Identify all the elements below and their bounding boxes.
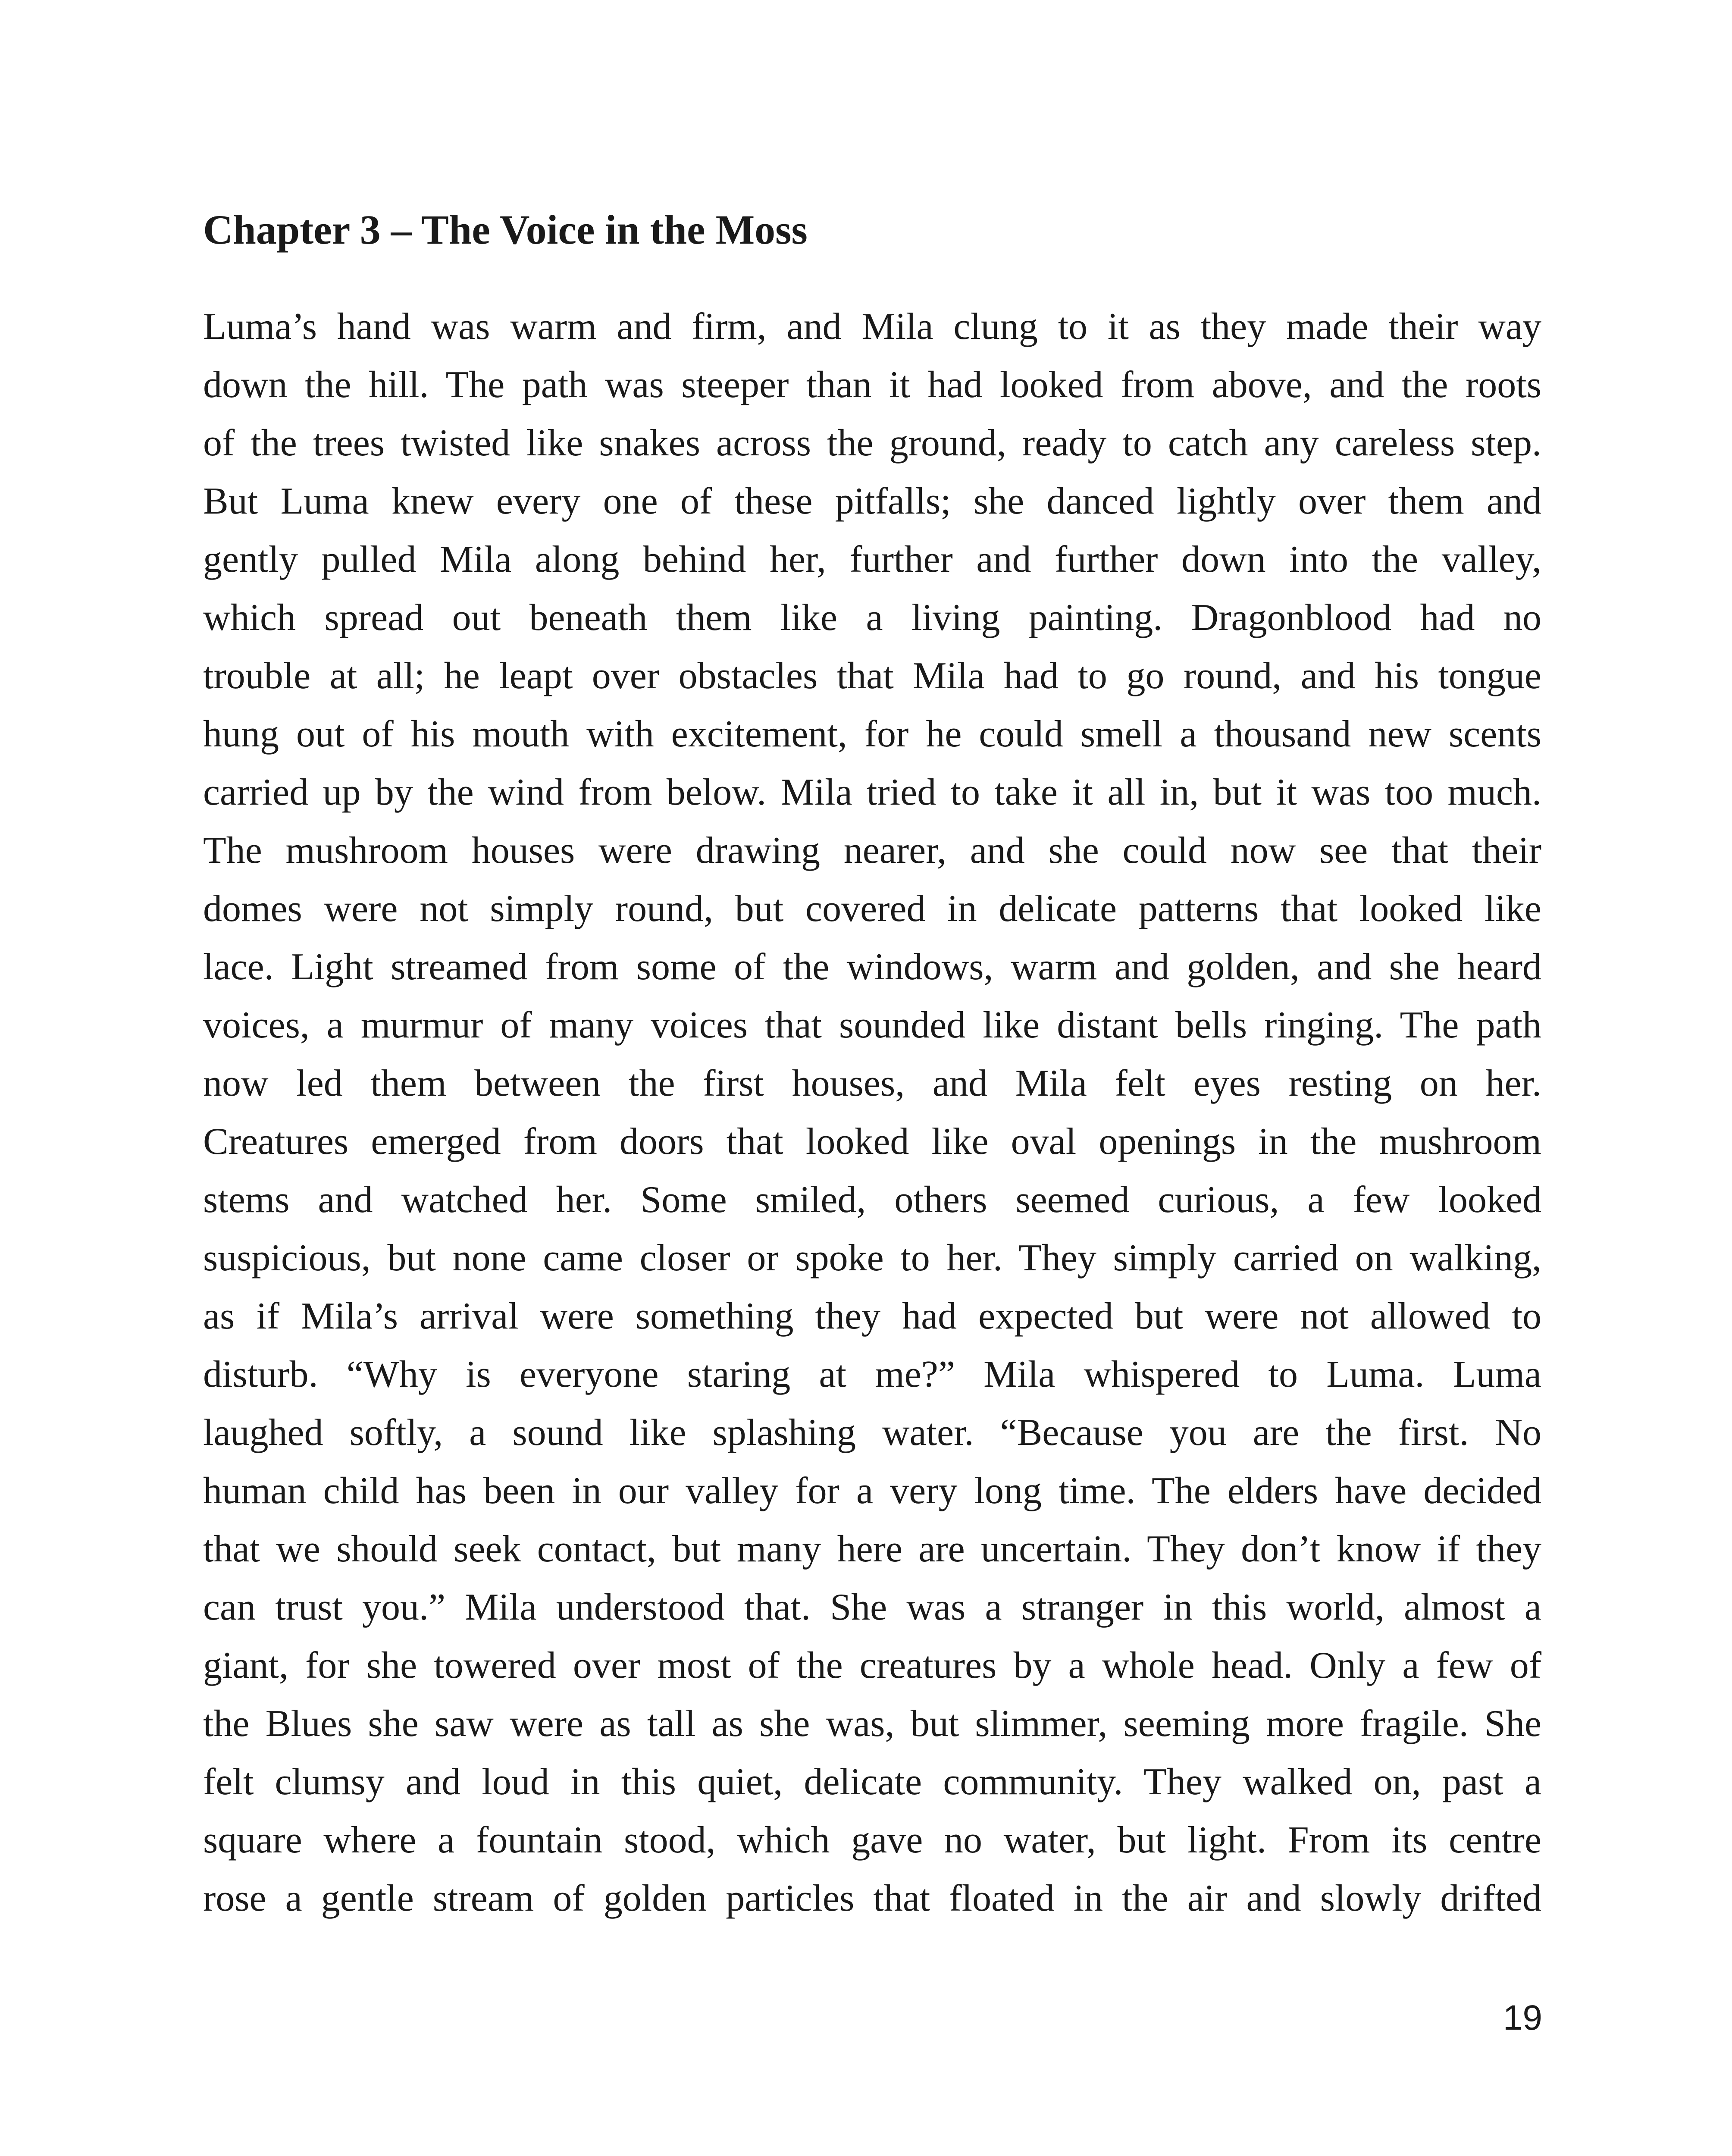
text-line: Creatures emerged from doors that looked like oval openings in the mushroom	[203, 1121, 1541, 1163]
text-line: as if Mila’s arrival were something they had expected but were not allowed to	[203, 1295, 1541, 1337]
chapter-title: Chapter 3 – The Voice in the Moss	[203, 207, 808, 253]
text-line: domes were not simply round, but covered in delicate patterns that looked like	[203, 888, 1541, 930]
text-line: can trust you.” Mila understood that. She was a stranger in this world, almost a	[203, 1586, 1541, 1628]
body-text	[203, 298, 1541, 1927]
text-line: disturb. “Why is everyone staring at me?” Mila whispered to Luma. Luma	[203, 1354, 1541, 1395]
text-line: suspicious, but none came closer or spoke to her. They simply carried on walking,	[203, 1237, 1541, 1279]
text-line: laughed softly, a sound like splashing water. “Because you are the first. No	[203, 1412, 1541, 1454]
text-line: trouble at all; he leapt over obstacles that Mila had to go round, and his tongue	[203, 655, 1541, 697]
text-line: carried up by the wind from below. Mila tried to take it all in, but it was too much.	[203, 771, 1541, 813]
page-number: 19	[1503, 1998, 1542, 2037]
text-line: But Luma knew every one of these pitfalls; she danced lightly over them and	[203, 480, 1541, 522]
text-line: hung out of his mouth with excitement, for he could smell a thousand new scents	[203, 713, 1541, 755]
text-line: the Blues she saw were as tall as she was, but slimmer, seeming more fragile. She	[203, 1703, 1541, 1745]
text-line: that we should seek contact, but many here are uncertain. They don’t know if they	[203, 1528, 1541, 1570]
text-line: now led them between the first houses, and Mila felt eyes resting on her.	[203, 1062, 1541, 1104]
text-line: stems and watched her. Some smiled, others seemed curious, a few looked	[203, 1179, 1541, 1221]
text-line: of the trees twisted like snakes across the ground, ready to catch any careless step.	[203, 422, 1541, 464]
text-line: rose a gentle stream of golden particles that floated in the air and slowly drifted	[203, 1877, 1541, 1919]
text-line: giant, for she towered over most of the creatures by a whole head. Only a few of	[203, 1645, 1541, 1686]
text-line: human child has been in our valley for a very long time. The elders have decided	[203, 1470, 1541, 1512]
text-line: square where a fountain stood, which gave no water, but light. From its centre	[203, 1819, 1541, 1861]
text-line: lace. Light streamed from some of the windows, warm and golden, and she heard	[203, 946, 1541, 988]
text-line: which spread out beneath them like a living painting. Dragonblood had no	[203, 597, 1541, 639]
text-line: gently pulled Mila along behind her, further and further down into the valley,	[203, 539, 1541, 580]
text-line: Luma’s hand was warm and firm, and Mila clung to it as they made their way	[203, 306, 1541, 348]
text-line: voices, a murmur of many voices that sounded like distant bells ringing. The path	[203, 1004, 1541, 1046]
text-line: The mushroom houses were drawing nearer, and she could now see that their	[203, 830, 1541, 871]
text-line: down the hill. The path was steeper than it had looked from above, and the roots	[203, 364, 1541, 406]
text-line: felt clumsy and loud in this quiet, delicate community. They walked on, past a	[203, 1761, 1541, 1803]
